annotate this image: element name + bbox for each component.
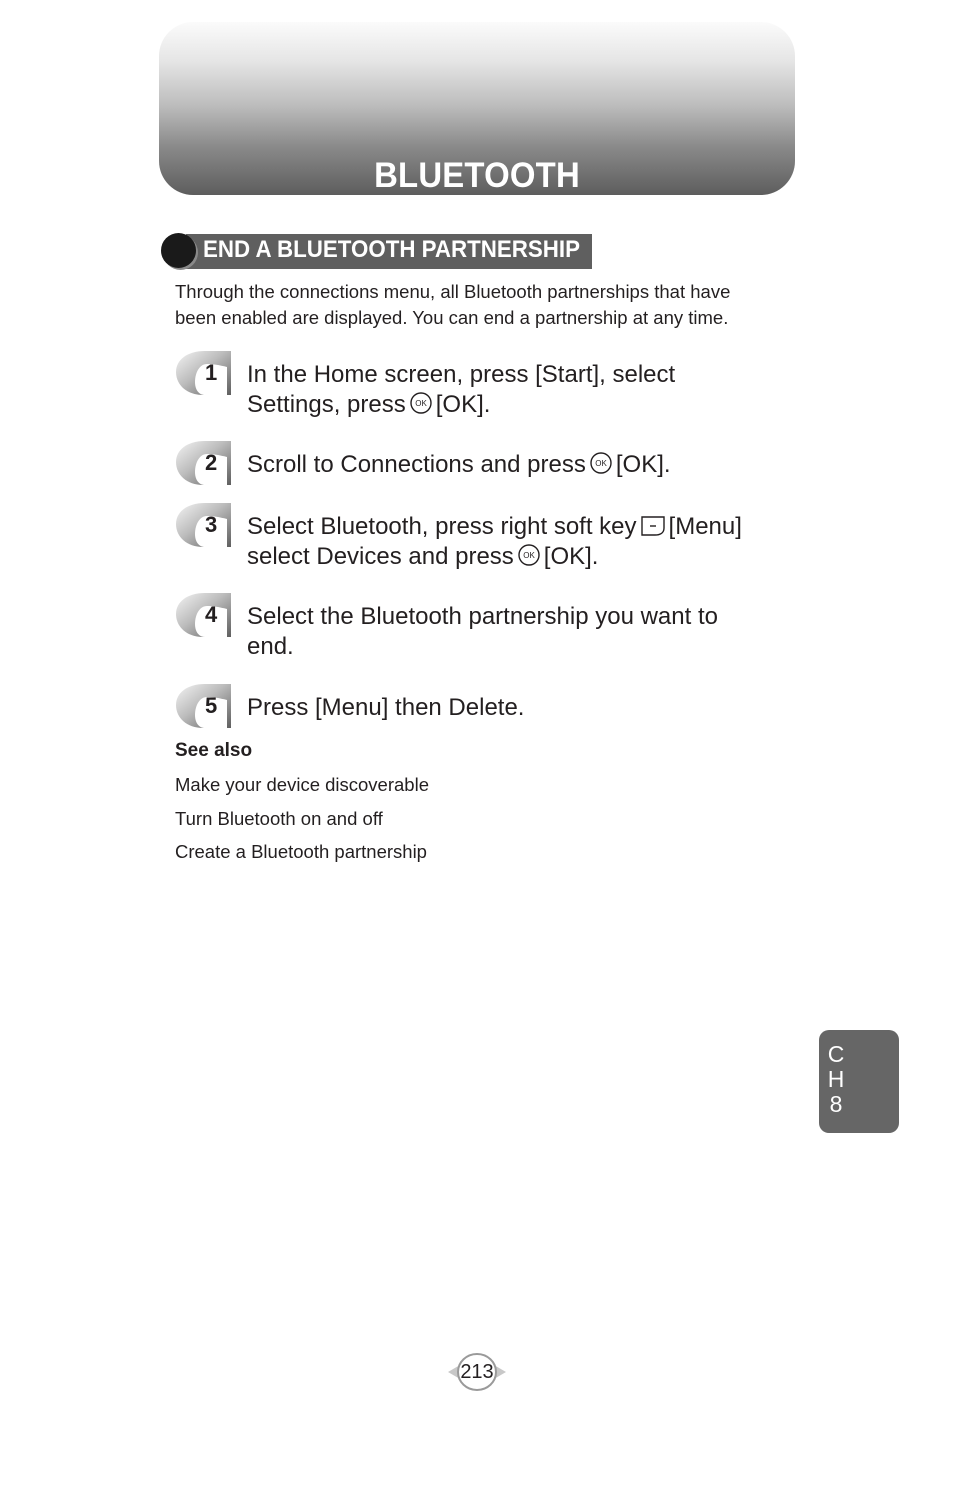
- step-line: Select the Bluetooth partnership you want to: [247, 603, 718, 630]
- page-number-badge: [446, 1352, 508, 1392]
- intro-line: Through the connections menu, all Bluetooth partnerships that have: [175, 281, 731, 302]
- step-line: end.: [247, 632, 294, 660]
- svg-text:OK: OK: [523, 550, 535, 560]
- see-also-link-bluetooth-toggle[interactable]: Turn Bluetooth on and off: [175, 808, 383, 829]
- ok-button-icon: [517, 543, 541, 567]
- svg-text:OK: OK: [414, 398, 427, 408]
- step-line-text: [OK].: [435, 390, 491, 418]
- svg-text:OK: OK: [595, 459, 607, 468]
- step-line: [247, 390, 787, 420]
- step-line: [247, 512, 787, 542]
- intro-paragraph: [175, 279, 785, 331]
- step-line: In the Home screen, press [Start], select: [247, 361, 676, 388]
- step-line-text: [Menu]: [668, 513, 742, 540]
- step-line-text: Scroll to Connections and press: [247, 451, 586, 478]
- ok-button-icon: [589, 451, 613, 475]
- step-line-text: Settings, press: [247, 390, 406, 418]
- chapter-tab-letter: C: [827, 1041, 845, 1067]
- step-badge-icon: [175, 440, 231, 486]
- step-number: 1: [205, 360, 218, 385]
- step-line: Press [Menu] then Delete.: [247, 694, 525, 721]
- step-text: [247, 602, 787, 661]
- step-line-text: Select Bluetooth, press right soft key: [247, 513, 637, 540]
- step-text: [247, 360, 787, 419]
- step-line-text: select Devices and press: [247, 542, 514, 570]
- see-also-link-discoverable[interactable]: Make your device discoverable: [175, 774, 429, 795]
- step-text: [247, 450, 787, 480]
- chapter-header-banner: [159, 22, 795, 195]
- step-badge-icon: [175, 683, 231, 729]
- page-number: 213: [460, 1361, 494, 1383]
- chapter-tab-letter: H: [827, 1066, 845, 1092]
- step-text: [247, 512, 787, 571]
- section-title: END A BLUETOOTH PARTNERSHIP: [203, 236, 580, 263]
- chapter-tab-label: [826, 1042, 846, 1117]
- intro-line: been enabled are displayed. You can end a partnership at any time.: [175, 307, 729, 328]
- step-badge-icon: [175, 502, 231, 548]
- step-line-text: [OK].: [543, 542, 599, 570]
- ok-button-icon: [409, 391, 433, 415]
- see-also-heading: See also: [175, 740, 253, 761]
- right-soft-key-icon: [640, 515, 666, 537]
- step-text: [247, 693, 787, 723]
- chapter-tab: [819, 1030, 899, 1133]
- step-line: [247, 542, 787, 572]
- see-also-link-create-partnership[interactable]: Create a Bluetooth partnership: [175, 841, 427, 862]
- chapter-title: BLUETOOTH: [374, 156, 580, 195]
- step-number: 2: [205, 450, 218, 475]
- chapter-tab-letter: 8: [829, 1091, 843, 1117]
- step-line-text: [OK].: [615, 451, 671, 478]
- step-line: [247, 450, 787, 480]
- section-bullet-icon: [161, 233, 196, 268]
- step-number: 3: [205, 512, 218, 537]
- step-badge-icon: [175, 350, 231, 396]
- step-number: 4: [205, 602, 218, 627]
- step-badge-icon: [175, 592, 231, 638]
- step-number: 5: [205, 693, 218, 718]
